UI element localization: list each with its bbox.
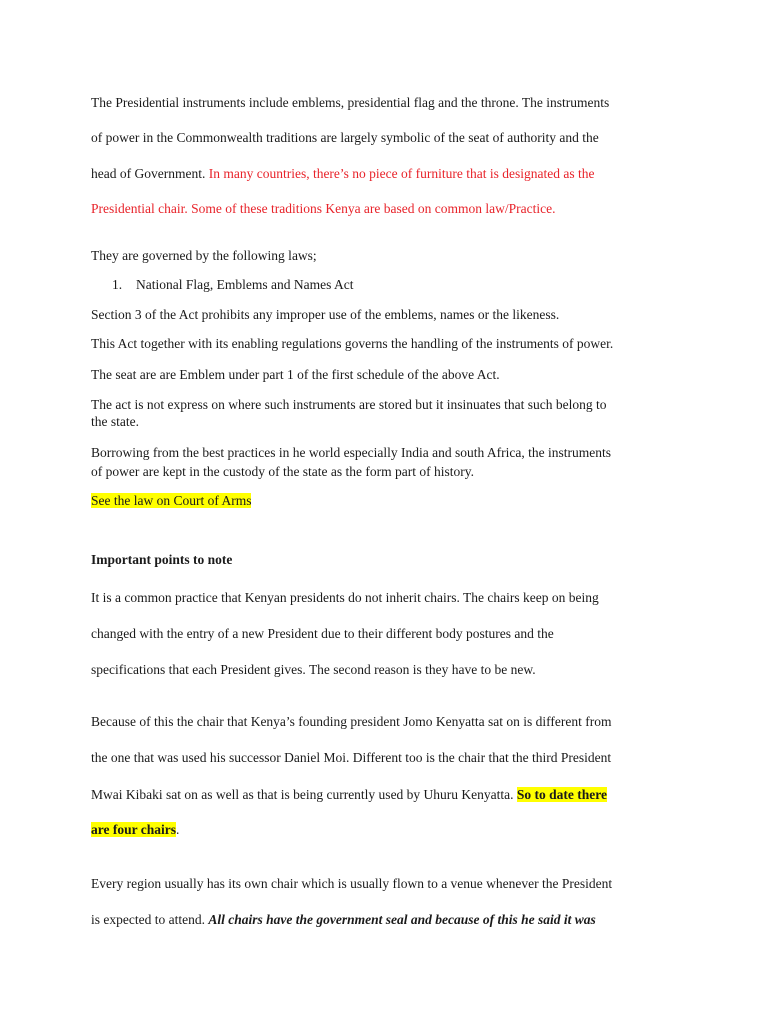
para1-line3 — [91, 165, 594, 183]
list-number: 1. — [112, 277, 123, 292]
para-region-line1: Every region usually has its own chair which is usually flown to a venue whenever the President — [91, 876, 613, 891]
para-because-line2: the one that was used his successor Daniel Moi. Different too is the chair that the third President — [91, 750, 612, 765]
para-because-line3-highlight: So to date there — [516, 787, 608, 802]
see-law-note — [91, 492, 251, 510]
para-because-line4-highlight: are four chairs — [91, 822, 176, 837]
para-common-line1: It is a common practice that Kenyan presidents do not inherit chairs. The chairs keep on being — [91, 590, 599, 605]
section3-text: Section 3 of the Act prohibits any improper use of the emblems, names or the likeness. — [91, 307, 560, 322]
para-because-line3-plain: Mwai Kibaki sat on as well as that is being currently used by Uhuru Kenyatta. — [91, 787, 517, 802]
act-regulations-text: This Act together with its enabling regulations governs the handling of the instruments of power. — [91, 336, 614, 351]
list-item: National Flag, Emblems and Names Act — [136, 277, 354, 292]
not-express-line2: the state. — [91, 414, 139, 429]
para-region-line2-plain: is expected to attend. — [91, 912, 209, 927]
seat-emblem-text: The seat are are Emblem under part 1 of the first schedule of the above Act. — [91, 367, 500, 382]
para-because-line4-end: . — [176, 822, 180, 837]
para-because-line3 — [91, 786, 607, 804]
para-common-line3: specifications that each President gives. The second reason is they have to be new. — [91, 662, 536, 677]
borrowing-line1: Borrowing from the best practices in he world especially India and south Africa, the instruments — [91, 445, 611, 460]
para1-line3-plain: head of Government. — [91, 166, 209, 181]
para-region-line2-bolditalic: All chairs have the government seal and because of this he said it was — [208, 912, 596, 927]
see-law-highlight: See the law on Court of Arms — [91, 493, 252, 508]
para-because-line4 — [91, 821, 179, 839]
not-express-line1: The act is not express on where such instruments are stored but it insinuates that such belong to — [91, 397, 607, 412]
para-region-line2 — [91, 911, 596, 929]
para-because-line1: Because of this the chair that Kenya’s founding president Jomo Kenyatta sat on is different from — [91, 714, 612, 729]
borrowing-line2: of power are kept in the custody of the state as the form part of history. — [91, 464, 475, 479]
para1-line1: The Presidential instruments include emblems, presidential flag and the throne. The instruments — [91, 95, 610, 110]
para1-line2: of power in the Commonwealth traditions are largely symbolic of the seat of authority and the — [91, 130, 599, 145]
para1-line4-red: Presidential chair. Some of these traditions Kenya are based on common law/Practice. — [91, 201, 556, 216]
para-common-line2: changed with the entry of a new President due to their different body postures and the — [91, 626, 554, 641]
important-heading: Important points to note — [91, 552, 233, 567]
laws-intro: They are governed by the following laws; — [91, 248, 317, 263]
para1-line3-red: In many countries, there’s no piece of furniture that is designated as the — [208, 166, 595, 181]
